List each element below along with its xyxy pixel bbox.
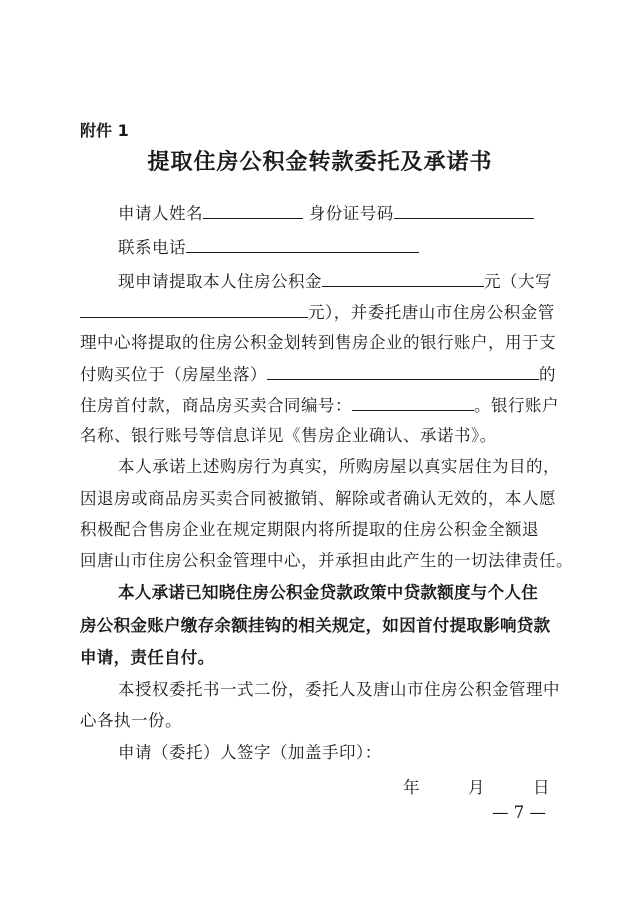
page-number: — 7 — xyxy=(492,803,546,822)
p3-line3: 申请，责任自付。 xyxy=(80,648,215,667)
id-number-blank[interactable] xyxy=(394,202,534,219)
applicant-name-blank[interactable] xyxy=(203,202,303,219)
date-day: 日 xyxy=(533,778,550,797)
phone-label: 联系电话 xyxy=(118,238,186,257)
id-number-label: 身份证号码 xyxy=(308,204,394,223)
annex-label: 附件 1 xyxy=(80,121,129,140)
contract-number-blank[interactable] xyxy=(352,394,474,411)
p1-text: 元），并委托唐山市住房公积金管 xyxy=(308,303,555,322)
p3-line2: 房公积金账户缴存余额挂钩的相关规定，如因首付提取影响贷款 xyxy=(80,616,551,635)
p1-text-a: 住房首付款，商品房买卖合同编号： xyxy=(80,396,352,415)
date-year: 年 xyxy=(403,778,420,797)
p1-line4 xyxy=(80,363,570,385)
p3-line1: 本人承诺已知晓住房公积金贷款政策中贷款额度与个人住 xyxy=(118,583,538,602)
p2-line2: 因退房或商品房买卖合同被撤销、解除或者确认无效的，本人愿 xyxy=(80,489,556,508)
p1-text-a: 付购买位于（房屋坐落） xyxy=(80,365,267,384)
phone-row xyxy=(118,236,608,258)
date-row xyxy=(403,774,550,798)
p2-line4: 回唐山市住房公积金管理中心，并承担由此产生的一切法律责任。 xyxy=(80,551,573,570)
p1-line2 xyxy=(80,301,570,323)
p1-text-b: 。银行账户 xyxy=(474,396,559,415)
phone-blank[interactable] xyxy=(186,236,419,253)
p1-text-b: 元（大写 xyxy=(484,272,552,291)
p1-line3: 理中心将提取的住房公积金划转到售房企业的银行账户，用于支 xyxy=(80,333,556,352)
document-title: 提取住房公积金转款委托及承诺书 xyxy=(147,149,493,175)
p1-text-a: 现申请提取本人住房公积金 xyxy=(118,272,322,291)
signature-line: 申请（委托）人签字（加盖手印）： xyxy=(118,743,382,762)
p2-line3: 积极配合售房企业在规定期限内将所提取的住房公积金全额退 xyxy=(80,520,539,539)
applicant-name-label: 申请人姓名 xyxy=(118,204,203,223)
property-location-blank[interactable] xyxy=(267,363,539,380)
amount-blank[interactable] xyxy=(322,270,484,287)
p1-line1 xyxy=(118,270,578,292)
p4-line1: 本授权委托书一式二份，委托人及唐山市住房公积金管理中 xyxy=(118,680,560,699)
amount-uppercase-blank[interactable] xyxy=(80,301,308,318)
p2-line1: 本人承诺上述购房行为真实，所购房屋以真实居住为目的， xyxy=(118,457,560,476)
date-month: 月 xyxy=(468,778,485,797)
p1-text-b: 的 xyxy=(539,365,556,384)
p1-line5 xyxy=(80,394,570,416)
p4-line2: 心各执一份。 xyxy=(80,711,182,730)
p1-line6: 名称、银行账号等信息详见《售房企业确认、承诺书》。 xyxy=(80,426,497,445)
applicant-info-row xyxy=(118,202,608,224)
